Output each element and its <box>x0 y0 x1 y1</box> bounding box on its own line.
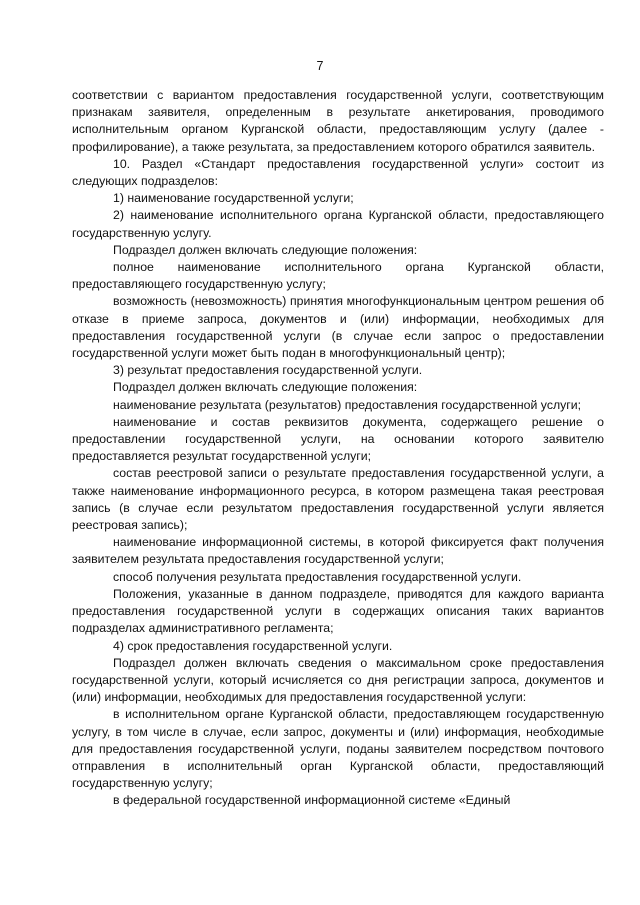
paragraph: Подраздел должен включать следующие положения: <box>113 242 418 257</box>
paragraph: состав реестровой записи о результате предоставления государственной услуги, а также наименование информационного ресурса, в котором размещена такая реестровая запись (в случае если результатом предоставления государственной услуги является реестровая запись); <box>72 466 604 533</box>
paragraph: Положения, указанные в данном подразделе, приводятся для каждого варианта предоставления государственной услуги в содержащих описания таких вариантов подразделах административного регламента; <box>72 586 604 636</box>
paragraph: соответствии с вариантом предоставления государственной услуги, соответствующим признакам заявителя, определенным в результате анкетирования, проводимого исполнительным органом Курганской области, предоставляющим услугу (далее - профилирование), а также результата, за предоставлением которого обратился заявитель. <box>72 88 604 154</box>
paragraph: 4) срок предоставления государственной услуги. <box>113 638 393 653</box>
paragraph: возможность (невозможность) принятия многофункциональным центром решения об отказе в приеме запроса, документов и (или) информации, необходимых для предоставления государственной услуги (в случае если запрос о предоставлении государственной услуги может быть подан в многофункциональный центр); <box>72 294 604 361</box>
paragraph: в исполнительном органе Курганской области, предоставляющем государственную услугу, в том числе в случае, если запрос, документы и (или) информация, необходимые для предоставления государственной услуги, поданы заявителем посредством почтового отправления в исполнительный орган Курганской области, предоставляющий государственную услугу; <box>72 707 604 791</box>
paragraph: 10. Раздел «Стандарт предоставления государственной услуги» состоит из следующих подразделов: <box>72 156 604 189</box>
page-number: 7 <box>316 59 324 73</box>
paragraph: наименование и состав реквизитов документа, содержащего решение о предоставлении государственной услуги, на основании которого заявителю предоставляется результат государственной услуги; <box>72 414 604 464</box>
paragraph: полное наименование исполнительного органа Курганской области, предоставляющего государственную услугу; <box>72 260 604 292</box>
paragraph: способ получения результата предоставления государственной услуги. <box>113 569 522 584</box>
paragraph: в федеральной государственной информационной системе «Единый <box>113 793 511 808</box>
paragraph: 1) наименование государственной услуги; <box>113 191 354 206</box>
paragraph: наименование информационной системы, в которой фиксируется факт получения заявителем результата предоставления государственной услуги; <box>72 535 604 567</box>
paragraph: 2) наименование исполнительного органа Курганской области, предоставляющего государственную услугу. <box>72 208 604 240</box>
paragraph: Подраздел должен включать следующие положения: <box>113 380 418 395</box>
paragraph: Подраздел должен включать сведения о максимальном сроке предоставления государственной услуги, который исчисляется со дня регистрации запроса, документов и (или) информации, необходимых для предоставления государственной услуги: <box>72 655 604 705</box>
paragraph: наименование результата (результатов) предоставления государственной услуги; <box>113 397 582 412</box>
paragraph: 3) результат предоставления государственной услуги. <box>113 363 423 378</box>
document-body <box>72 87 604 810</box>
